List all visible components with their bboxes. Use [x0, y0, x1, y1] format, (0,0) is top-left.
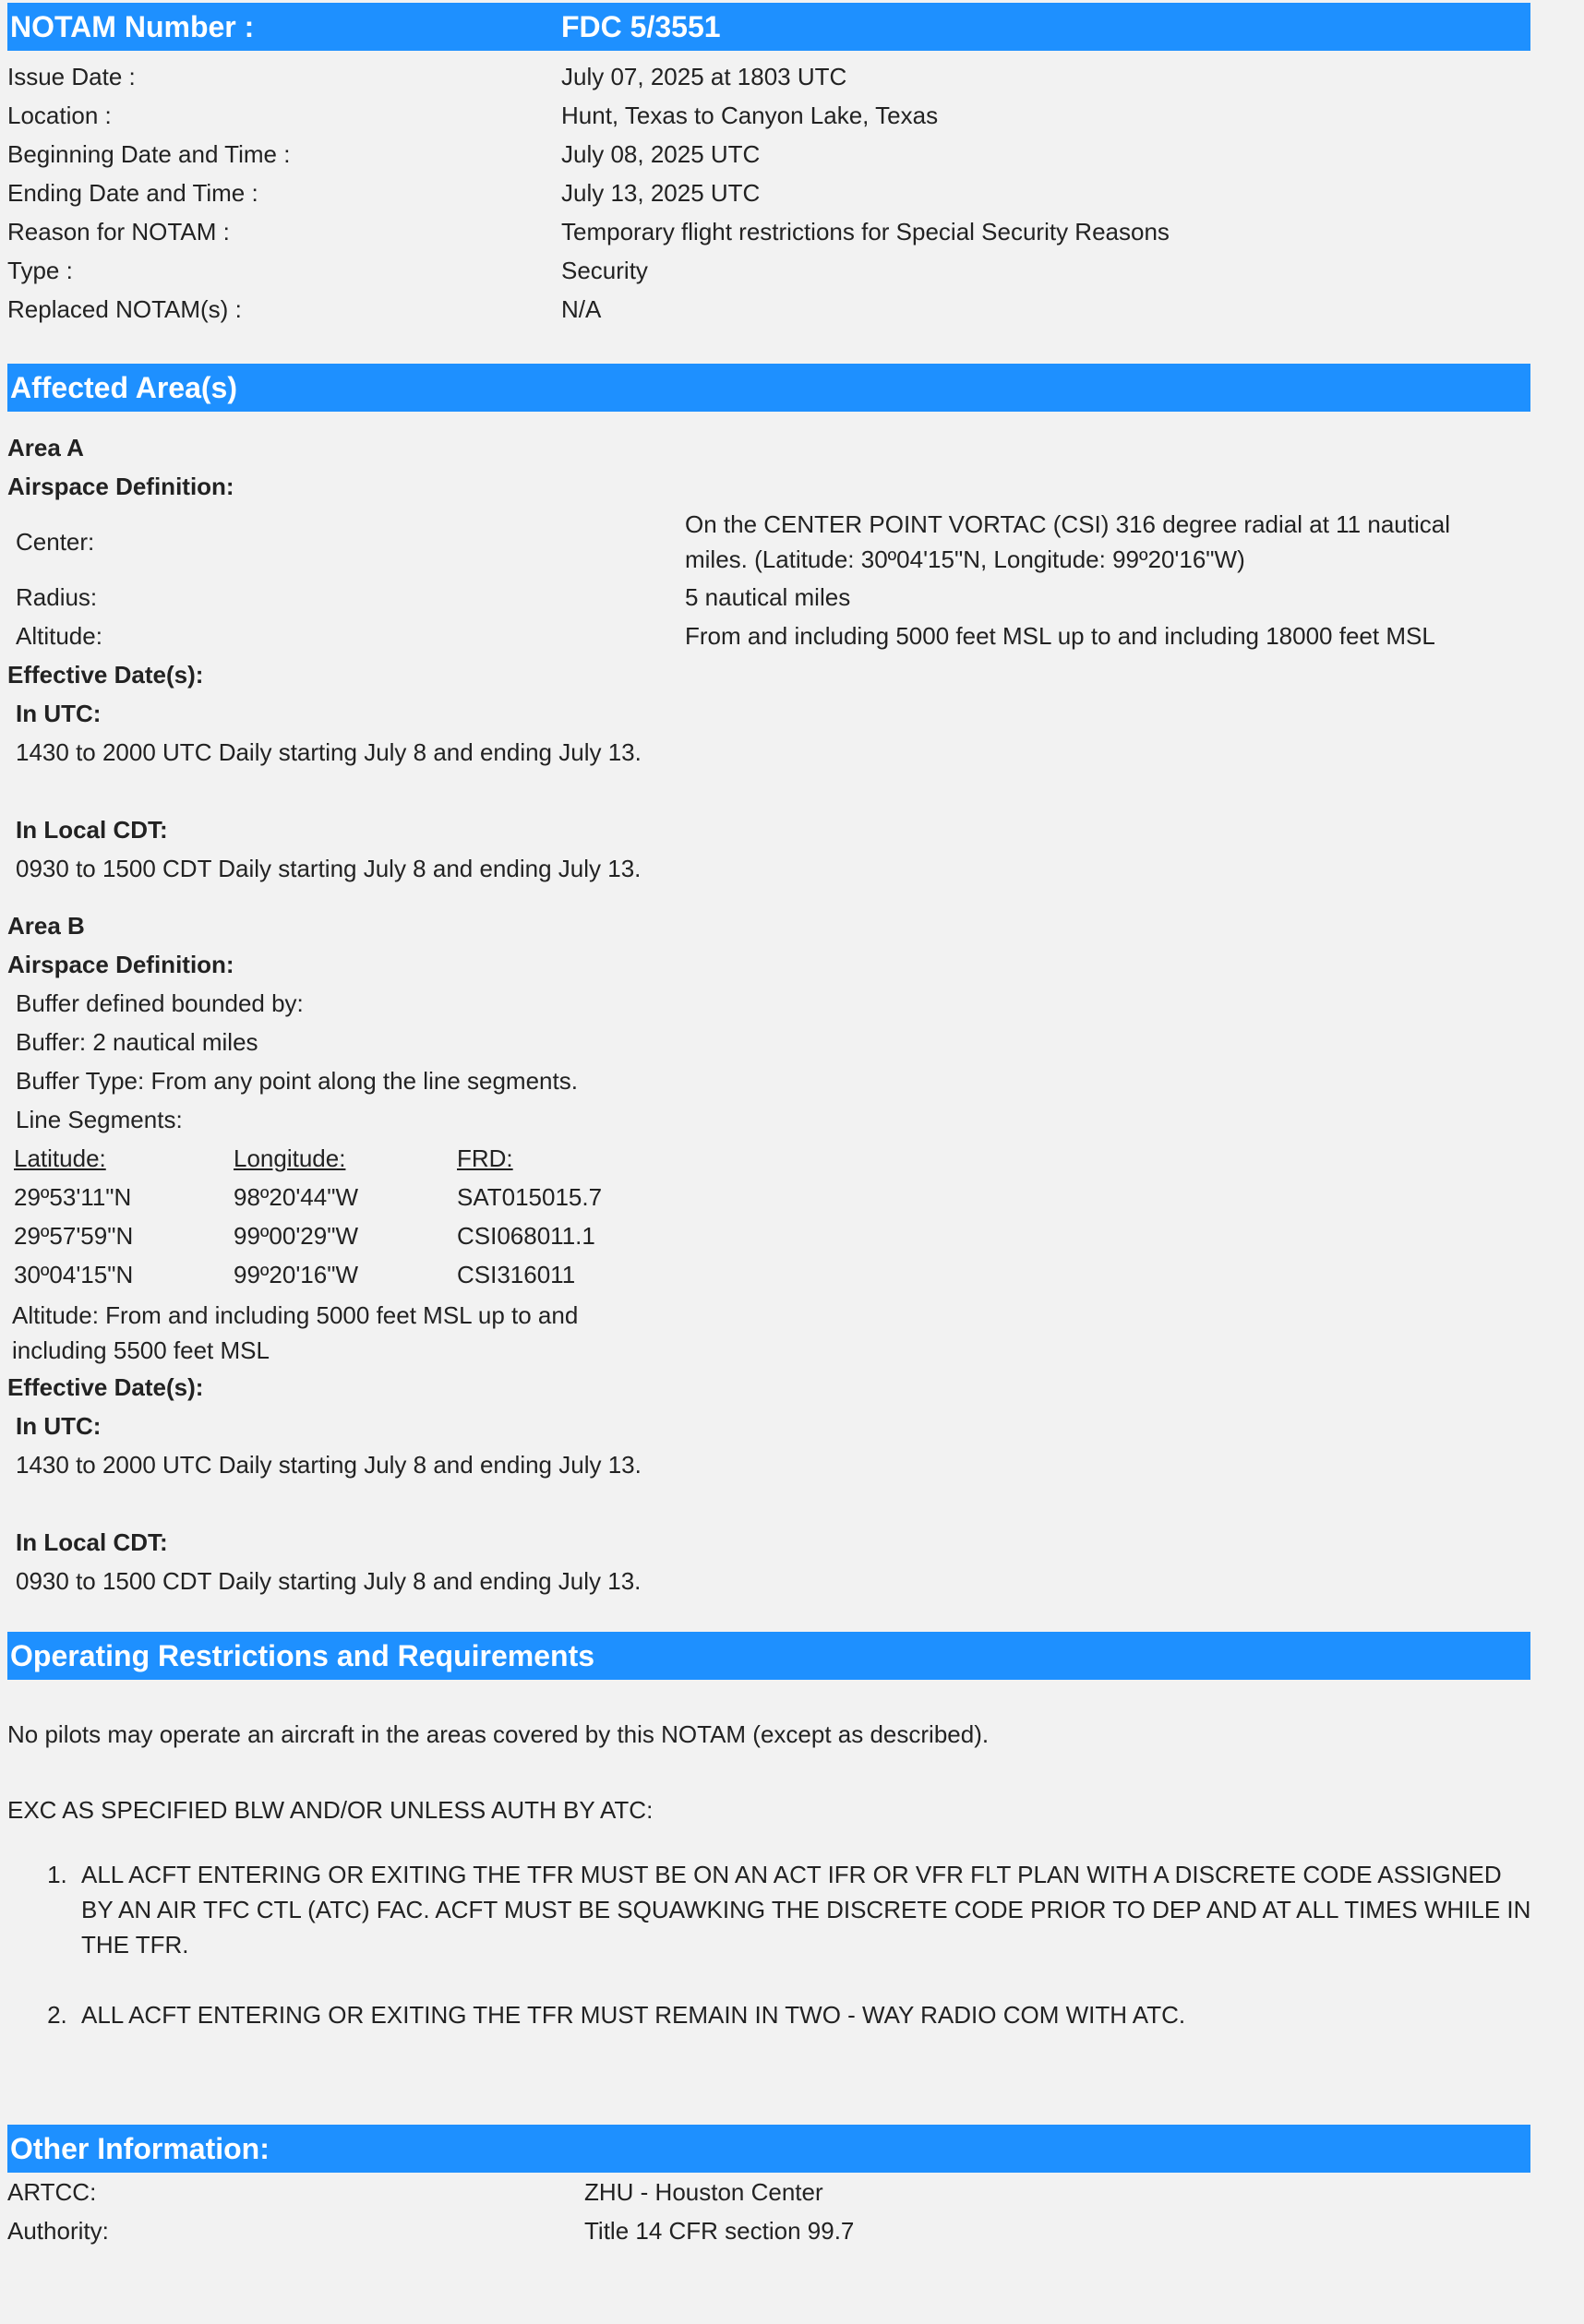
segment-lon: 98º20'44"W [234, 1183, 358, 1211]
center-row [7, 506, 1584, 578]
field-value: July 07, 2025 at 1803 UTC [561, 63, 847, 90]
altitude-value: From and including 5000 feet MSL up to and including 18000 feet MSL [685, 622, 1435, 650]
area-a-effective-dates: Effective Date(s): [7, 661, 204, 689]
field-row [7, 2173, 1584, 2211]
field-label: Ending Date and Time : [7, 179, 258, 207]
segment-lat: 30º04'15"N [14, 1261, 134, 1288]
segment-header-row [7, 1139, 1584, 1178]
segment-row [7, 1255, 1584, 1294]
notam-number-value: FDC 5/3551 [561, 10, 721, 43]
radius-label: Radius: [16, 583, 98, 611]
field-label: Issue Date : [7, 63, 136, 90]
authority-value: Title 14 CFR section 99.7 [584, 2217, 855, 2245]
latitude-header: Latitude: [14, 1144, 106, 1172]
frd-header: FRD: [457, 1144, 513, 1172]
segment-row [7, 1178, 1584, 1216]
area-b-title: Area B [7, 912, 85, 940]
restrictions-exc: EXC AS SPECIFIED BLW AND/OR UNLESS AUTH BY ATC: [7, 1796, 654, 1824]
field-row [7, 2211, 1584, 2250]
field-row [7, 212, 1584, 251]
restrictions-header [7, 1632, 1530, 1680]
center-label: Center: [16, 527, 95, 556]
area-b-local-value: 0930 to 1500 CDT Daily starting July 8 and ending July 13. [16, 1567, 642, 1595]
line-segments-label: Line Segments: [16, 1106, 183, 1133]
restrictions-title: Operating Restrictions and Requirements [10, 1639, 595, 1672]
radius-value: 5 nautical miles [685, 583, 851, 611]
area-b-effective-dates: Effective Date(s): [7, 1373, 204, 1401]
area-b-utc-value: 1430 to 2000 UTC Daily starting July 8 and ending July 13. [16, 1451, 642, 1479]
field-row [7, 57, 1584, 96]
area-b-utc-label: In UTC: [16, 1412, 102, 1440]
area-b-local-label: In Local CDT: [16, 1528, 168, 1556]
center-value: On the CENTER POINT VORTAC (CSI) 316 degree radial at 11 nautical miles. (Latitude: 30º04'15"N, Longitude: 99º20'16"W) [685, 510, 1450, 573]
area-a [7, 428, 1584, 888]
field-value: Temporary flight restrictions for Special Security Reasons [561, 218, 1170, 246]
authority-label: Authority: [7, 2217, 109, 2245]
area-b-altitude: Altitude: From and including 5000 feet MSL up to and including 5500 feet MSL [12, 1301, 579, 1364]
segment-row [7, 1216, 1584, 1255]
buffer-text: Buffer: 2 nautical miles [16, 1028, 258, 1056]
area-a-airspace-definition: Airspace Definition: [7, 473, 234, 500]
other-info-title: Other Information: [10, 2132, 270, 2165]
segment-frd: CSI316011 [457, 1261, 576, 1288]
segment-frd: SAT015015.7 [457, 1183, 603, 1211]
area-b [7, 906, 1584, 1600]
buffer-type-text: Buffer Type: From any point along the line segments. [16, 1067, 578, 1095]
area-a-utc-value: 1430 to 2000 UTC Daily starting July 8 and ending July 13. [16, 738, 642, 766]
area-a-utc-label: In UTC: [16, 700, 102, 727]
field-label: Replaced NOTAM(s) : [7, 295, 242, 323]
field-label: Location : [7, 102, 112, 129]
other-info-fields [7, 2173, 1584, 2250]
field-row [7, 251, 1584, 290]
field-row [7, 174, 1584, 212]
area-a-local-label: In Local CDT: [16, 816, 168, 844]
segment-lon: 99º20'16"W [234, 1261, 358, 1288]
restrictions-list [7, 1857, 1532, 2032]
affected-areas-header [7, 364, 1530, 412]
restrictions-intro: No pilots may operate an aircraft in the areas covered by this NOTAM (except as described). [7, 1720, 990, 1748]
segment-lat: 29º57'59"N [14, 1222, 134, 1250]
field-label: Reason for NOTAM : [7, 218, 230, 246]
notam-number-label: NOTAM Number : [10, 10, 255, 43]
field-label: Type : [7, 257, 73, 284]
buffer-bounded-text: Buffer defined bounded by: [16, 989, 304, 1017]
area-a-title: Area A [7, 434, 84, 461]
radius-row [7, 578, 1584, 617]
notam-number-header [7, 3, 1530, 51]
other-info-header [7, 2125, 1530, 2173]
artcc-value: ZHU - Houston Center [584, 2178, 823, 2206]
artcc-label: ARTCC: [7, 2178, 97, 2206]
field-row [7, 135, 1584, 174]
area-b-airspace-definition: Airspace Definition: [7, 951, 234, 978]
altitude-label: Altitude: [16, 622, 102, 650]
field-row [7, 290, 1584, 329]
field-value: Hunt, Texas to Canyon Lake, Texas [561, 102, 939, 129]
field-value: July 08, 2025 UTC [561, 140, 761, 168]
affected-areas-title: Affected Area(s) [10, 371, 237, 404]
field-label: Beginning Date and Time : [7, 140, 291, 168]
segment-frd: CSI068011.1 [457, 1222, 595, 1250]
restriction-item: 2. ALL ACFT ENTERING OR EXITING THE TFR MUST REMAIN IN TWO - WAY RADIO COM WITH ATC. [74, 1997, 1532, 2032]
field-value: N/A [561, 295, 602, 323]
notam-fields [7, 57, 1584, 329]
restriction-item: 1. ALL ACFT ENTERING OR EXITING THE TFR MUST BE ON AN ACT IFR OR VFR FLT PLAN WITH A DISCRETE CODE ASSIGNED BY AN AIR TFC CTL (ATC) FAC. ACFT MUST BE SQUAWKING THE DISCRETE CODE PRIOR TO DEP AND AT ALL TIMES WHILE IN THE TFR. [74, 1857, 1532, 1962]
field-value: Security [561, 257, 648, 284]
field-row [7, 96, 1584, 135]
altitude-row [7, 617, 1584, 655]
segment-lon: 99º00'29"W [234, 1222, 358, 1250]
field-value: July 13, 2025 UTC [561, 179, 761, 207]
area-a-local-value: 0930 to 1500 CDT Daily starting July 8 and ending July 13. [16, 855, 642, 882]
segment-lat: 29º53'11"N [14, 1183, 132, 1211]
longitude-header: Longitude: [234, 1144, 346, 1172]
